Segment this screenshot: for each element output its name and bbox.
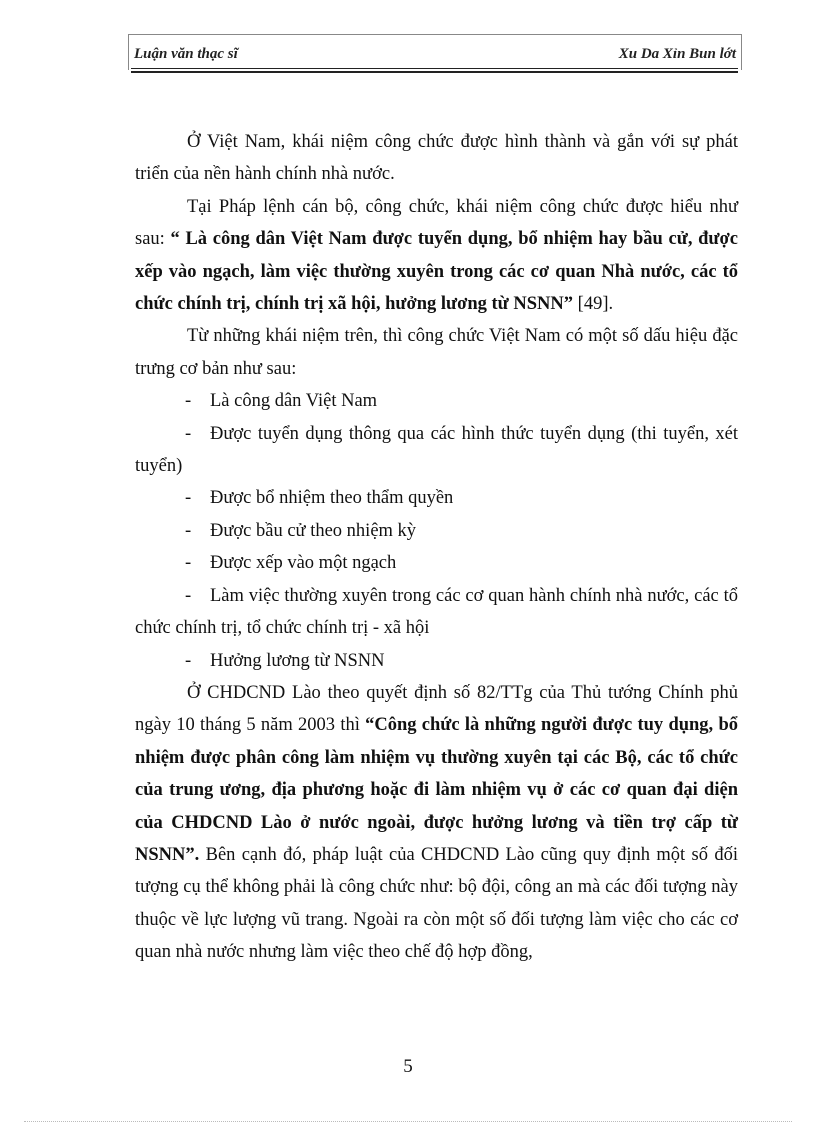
paragraph-4-rest: Bên cạnh đó, pháp luật của CHDCND Lào cũng quy định một số đối tượng cụ thể không phải là công chức như: bộ đội, công an mà các đối tượng này thuộc về lực lượng vũ trang. Ngoài ra còn một số đối tượng làm việc cho các cơ quan nhà nước nhưng làm việc theo chế độ hợp đồng, [135, 844, 738, 963]
list-item-text: Làm việc thường xuyên trong các cơ quan hành chính nhà nước, các tổ chức chính trị, tổ chức chính trị - xã hội [135, 585, 738, 639]
page-number: 5 [403, 1056, 413, 1077]
list-item [135, 482, 738, 514]
header-thesis-type: Luận văn thạc sĩ [134, 46, 238, 62]
list-dash: - [185, 391, 192, 412]
list-item-text: Được bầu cử theo nhiệm kỳ [210, 520, 417, 541]
list-item [135, 515, 738, 547]
list-item [135, 418, 738, 483]
list-dash: - [185, 520, 192, 541]
paragraph-4-definition: “Công chức là những người được tuy dụng, bổ nhiệm được phân công làm nhiệm vụ thường xuyên tại các Bộ, các tổ chức của trung ương, địa phương hoặc đi làm nhiệm vụ ở các cơ quan đại diện của CHDCND Lào ở nước ngoài, được hưởng lương và tiền trợ cấp từ NSNN”. [135, 715, 738, 865]
paragraph-3: Từ những khái niệm trên, thì công chức Việt Nam có một số dấu hiệu đặc trưng cơ bản như sau: [135, 326, 738, 379]
list-item [135, 580, 738, 645]
list-item-text: Được tuyển dụng thông qua các hình thức tuyển dụng (thi tuyển, xét tuyển) [135, 423, 738, 477]
paragraph-1: Ở Việt Nam, khái niệm công chức được hình thành và gắn với sự phát triển của nền hành chính nhà nước. [135, 132, 738, 185]
header-author: Xu Da Xỉn Bun lớt [618, 46, 736, 62]
header-rule [131, 68, 738, 69]
paragraph-2 [135, 191, 738, 321]
list-item [135, 645, 738, 677]
running-header [134, 46, 736, 66]
list-item-text: Được bổ nhiệm theo thẩm quyền [210, 488, 454, 509]
paragraph-2-intro: Tại Pháp lệnh cán bộ, công chức, khái niệm công chức được hiểu như sau: [135, 196, 738, 250]
list-item-text: Là công dân Việt Nam [210, 391, 378, 412]
list-dash: - [185, 423, 192, 444]
header-rule-thick [131, 71, 738, 73]
list-item-text: Được xếp vào một ngạch [210, 553, 397, 574]
header-frame-right [741, 34, 742, 70]
list-dash: - [185, 650, 192, 671]
list-item [135, 547, 738, 579]
list-item [135, 385, 738, 417]
page-bottom-border [24, 1121, 792, 1122]
paragraph-4 [135, 677, 738, 969]
page-body [135, 126, 738, 969]
citation-ref: [49]. [573, 294, 614, 315]
paragraph-2-definition: “ Là công dân Việt Nam được tuyển dụng, bổ nhiệm hay bầu cử, được xếp vào ngạch, làm việc thường xuyên trong các cơ quan Nhà nước, các tổ chức chính trị, chính trị xã hội, hưởng lương từ NSNN” [135, 229, 738, 315]
list-dash: - [185, 488, 192, 509]
list-item-text: Hưởng lương từ NSNN [210, 650, 385, 671]
list-dash: - [185, 585, 192, 606]
header-frame-left [128, 34, 129, 70]
paragraph-4-intro: Ở CHDCND Lào theo quyết định số 82/TTg của Thủ tướng Chính phủ ngày 10 tháng 5 năm 2003 thì [135, 682, 738, 736]
list-dash: - [185, 553, 192, 574]
